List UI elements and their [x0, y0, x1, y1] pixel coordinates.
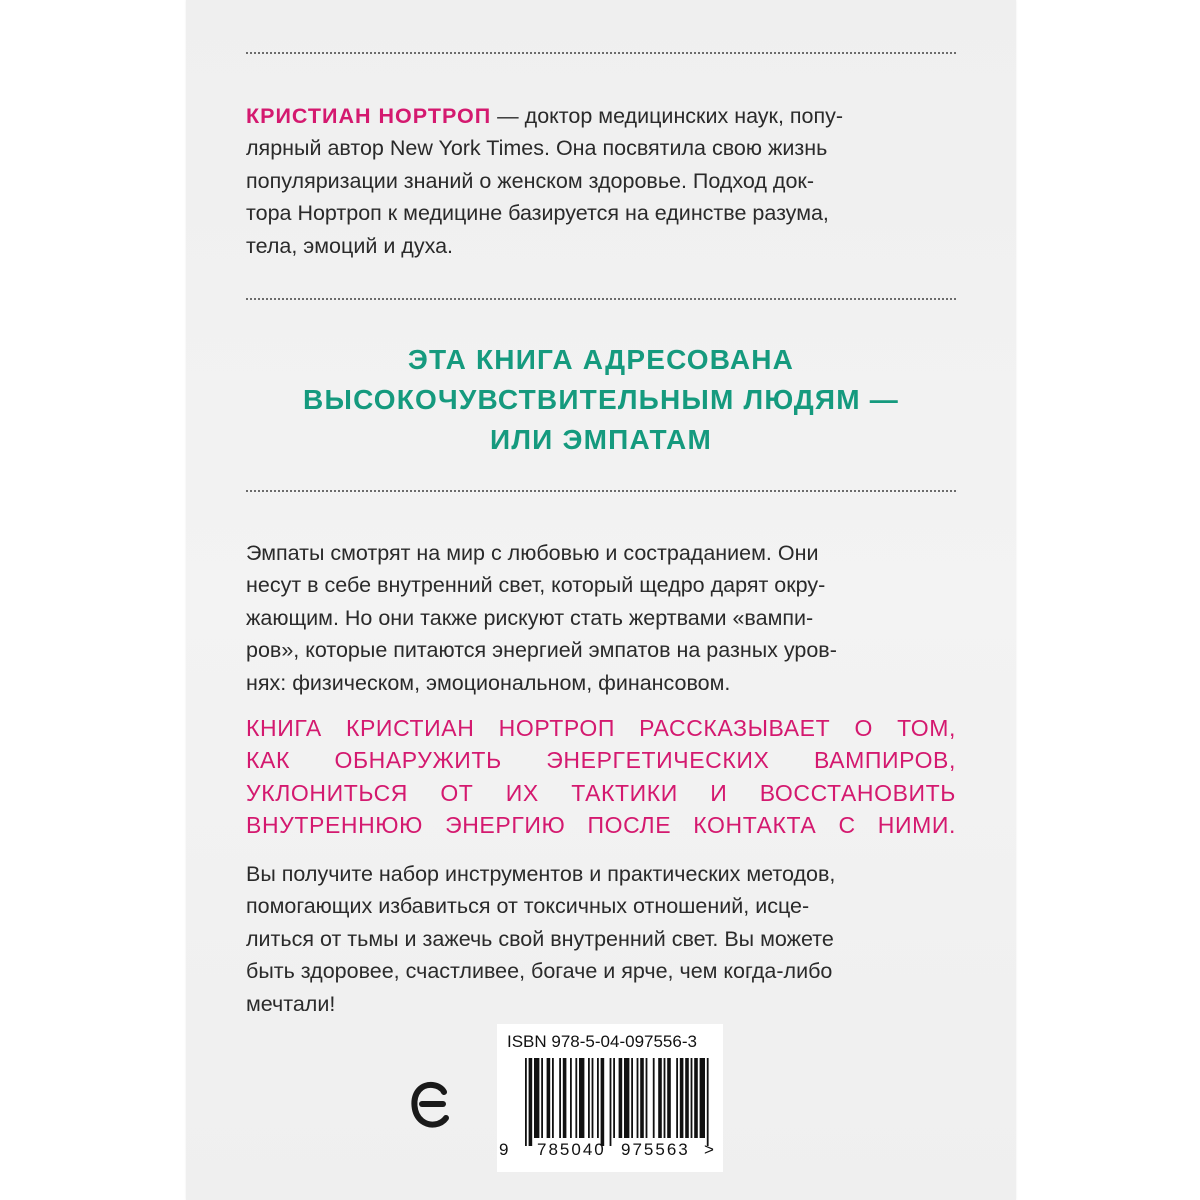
barcode-bar: [646, 1058, 648, 1138]
barcode-bar: [552, 1058, 554, 1138]
author-bio: [246, 100, 956, 262]
barcode-quiet-mark: >: [704, 1140, 714, 1159]
barcode-bar: [667, 1058, 671, 1138]
author-bio-line: лярный автор New York Times. Она посвятила свою жизнь: [246, 136, 828, 161]
headline-line: ВЫСОКОЧУВСТВИТЕЛЬНЫМ ЛЮДЯМ —: [303, 384, 899, 415]
barcode-icon: [503, 1058, 717, 1146]
outro-line: Вы получите набор инструментов и практических методов,: [246, 862, 836, 886]
barcode-bar: [601, 1058, 605, 1146]
intro-line: нях: физическом, эмоциональном, финансовом.: [246, 670, 731, 695]
eksmo-logo-icon: [410, 1078, 454, 1132]
barcode-bar: [685, 1058, 689, 1138]
barcode-bar: [691, 1058, 693, 1138]
isbn-label: ISBN 978-5-04-097556-3: [507, 1032, 697, 1051]
author-bio-line: тора Нортроп к медицине базируется на единстве разума,: [246, 201, 829, 226]
outro-line: литься от тьмы и зажечь свой внутренний свет. Вы можете: [246, 926, 834, 951]
barcode-digits: [497, 1140, 723, 1164]
barcode-bar: [525, 1058, 527, 1146]
barcode-bar: [676, 1058, 678, 1138]
barcode-digit-first: 9: [499, 1140, 509, 1159]
highlight-line: КНИГА КРИСТИАН НОРТРОП РАССКАЗЫВАЕТ О ТОМ,: [246, 715, 956, 741]
intro-line: несут в себе внутренний свет, который щедро дарят окру-: [246, 573, 826, 598]
author-bio-line: популяризации знаний о женском здоровье. Подход док-: [246, 168, 814, 193]
intro-paragraph: [246, 537, 956, 699]
barcode-bar: [637, 1058, 639, 1138]
intro-line: Эмпаты смотрят на мир с любовью и состраданием. Они: [246, 541, 819, 565]
barcode-bar: [570, 1058, 572, 1138]
barcode-bar: [694, 1058, 698, 1138]
barcode-bar: [597, 1058, 599, 1138]
barcode-bar: [541, 1058, 543, 1138]
barcode-bar: [619, 1058, 623, 1138]
barcode-bar: [592, 1058, 594, 1138]
highlight-line: КАК ОБНАРУЖИТЬ ЭНЕРГЕТИЧЕСКИХ ВАМПИРОВ,: [246, 747, 956, 774]
highlight-line: ВНУТРЕННЮЮ ЭНЕРГИЮ ПОСЛЕ КОНТАКТА С НИМИ.: [246, 812, 956, 839]
dotted-divider: [246, 52, 956, 54]
headline-line: ИЛИ ЭМПАТАМ: [490, 424, 712, 455]
barcode-bar: [588, 1058, 590, 1138]
barcode-bar: [680, 1058, 684, 1138]
barcode-bar: [664, 1058, 666, 1138]
author-bio-line: КРИСТИАН НОРТРОП — доктор медицинских наук, попу-: [246, 104, 844, 128]
barcode-bar: [707, 1058, 709, 1146]
author-name: КРИСТИАН НОРТРОП: [246, 104, 492, 128]
barcode-bar: [610, 1058, 612, 1146]
barcode-digits-left: 785040: [537, 1140, 606, 1159]
isbn-barcode-block: [497, 1024, 723, 1172]
barcode-bar: [559, 1058, 561, 1138]
barcode-bar: [547, 1058, 551, 1138]
barcode-digits-right: 975563: [621, 1140, 690, 1159]
intro-line: ров», которые питаются энергией эмпатов на разных уров-: [246, 638, 837, 663]
barcode-bar: [700, 1058, 705, 1138]
outro-line: быть здоровее, счастливее, богаче и ярче, чем когда-либо: [246, 959, 833, 984]
highlight-line: УКЛОНИТЬСЯ ОТ ИХ ТАКТИКИ И ВОССТАНОВИТЬ: [246, 779, 956, 806]
barcode-bar: [631, 1058, 633, 1138]
barcode-bar: [658, 1058, 662, 1138]
outro-line: помогающих избавиться от токсичных отношений, исце-: [246, 894, 810, 919]
barcode-bar: [579, 1058, 584, 1138]
headline: [246, 340, 956, 460]
dotted-divider: [246, 490, 956, 492]
intro-line: жающим. Но они также рискуют стать жертвами «вампи-: [246, 605, 814, 630]
barcode-bar: [624, 1058, 629, 1138]
outro-paragraph: [246, 858, 956, 1020]
barcode-bar: [613, 1058, 615, 1138]
outro-line: мечтали!: [246, 991, 336, 1016]
barcode-bar: [534, 1058, 539, 1138]
headline-line: ЭТА КНИГА АДРЕСОВАНА: [407, 344, 795, 375]
dotted-divider: [246, 298, 956, 300]
barcode-bar: [640, 1058, 644, 1138]
author-bio-line: тела, эмоций и духа.: [246, 233, 454, 258]
barcode-bar: [653, 1058, 655, 1138]
highlight-paragraph: [246, 712, 956, 842]
barcode-bar: [529, 1058, 533, 1146]
barcode-bar: [563, 1058, 567, 1138]
barcode-bar: [575, 1058, 577, 1138]
